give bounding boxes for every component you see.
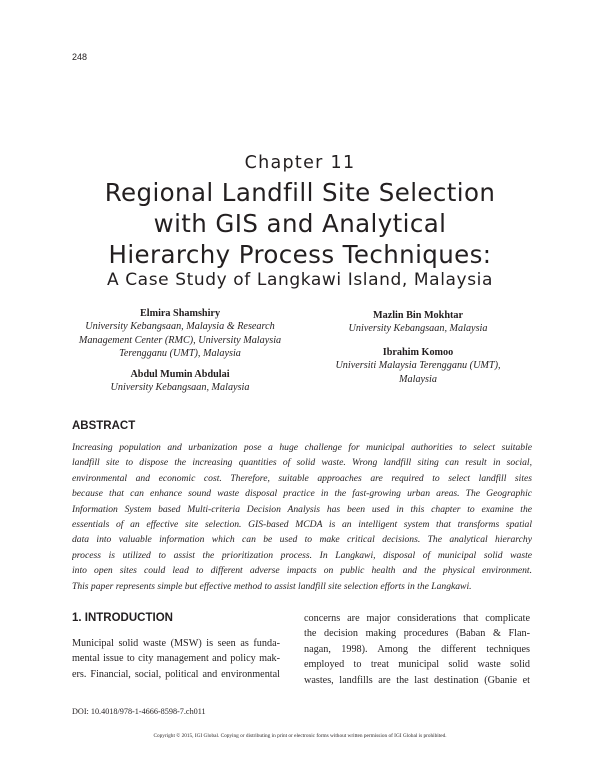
author-name: Abdul Mumin Abdulai [130,369,230,380]
author-block [62,307,298,360]
abstract-line: Increasing population and urbanization pose a huge challenge for municipal authorities to select suitable [72,442,532,453]
body-line: employed to treat municipal solid waste solid [304,659,530,671]
affiliation-line: Malaysia [399,373,437,385]
doi-text: DOI: 10.4018/978-1-4666-8598-7.ch011 [72,707,206,716]
abstract-line: This paper represents simple but effective method to assist landfill site selection efforts in the Langkawi. [72,580,472,592]
body-column-left [72,636,280,682]
abstract-line: landfill site to dispose the increasing quantities of solid waste. Wrong landfill siting can result in social, [72,457,532,469]
affiliation-line: University Kebangsaan, Malaysia [110,382,250,394]
abstract-line: data into valuable information which can be used to make critical decisions. The analytical hierarchy [72,534,532,546]
affiliation-line: Universiti Malaysia Terengganu (UMT), [335,360,501,372]
author-block [62,368,298,395]
abstract-line: because that can enhance sound waste disposal practice in the fast-growing urban areas. The Geographic [72,488,532,500]
affiliation-line: Terengganu (UMT), Malaysia [119,347,241,359]
page-number: 248 [72,52,88,62]
section-heading: 1. INTRODUCTION [72,612,173,624]
chapter-title [0,177,600,270]
abstract-line: process is utilized to assist the prioritization process. In Langkawi, disposal of municipal solid waste [72,549,532,561]
body-line: concerns are major considerations that complicate [304,613,530,624]
affiliation-line: University Kebangsaan, Malaysia [348,323,488,335]
abstract-line: Information System based Multi-criteria Decision Analysis has been used in this chapter to examine the [72,503,532,515]
author-affiliation [300,322,536,335]
author-affiliation [62,320,298,360]
author-affiliation [300,359,536,386]
abstract-line: into open sites could lead to different adverse impacts on public health and the physical environment. [72,565,532,577]
author-block [300,309,536,336]
copyright-notice: Copyright © 2015, IGI Global. Copying or distributing in print or electronic forms without written permission of IGI Global is prohibited. [153,733,447,739]
chapter-label: Chapter 11 [244,153,356,173]
author-name: Ibrahim Komoo [382,347,454,358]
body-line: Municipal solid waste (MSW) is seen as funda- [72,638,280,649]
chapter-subtitle: A Case Study of Langkawi Island, Malaysia [106,270,494,290]
chapter-title-line: with GIS and Analytical [153,209,447,238]
affiliation-line: Management Center (RMC), University Malaysia [78,334,282,346]
body-column-right [304,611,530,688]
abstract-heading: ABSTRACT [72,420,136,432]
author-affiliation [62,381,298,394]
chapter-title-line: Hierarchy Process Techniques: [108,240,492,269]
body-line: mental issue to city management and policy mak- [72,653,280,665]
chapter-title-line: Regional Landfill Site Selection [104,178,496,207]
body-line: the decision making procedures (Baban & Flan- [304,628,530,640]
body-line: nagan, 1998). Among the different techniques [304,643,530,655]
abstract-line: essentials of an effective site selection. GIS-based MCDA is an intelligent system that transforms spatial [72,519,532,531]
author-name: Mazlin Bin Mokhtar [373,310,463,321]
affiliation-line: University Kebangsaan, Malaysia & Research [85,321,275,333]
author-name: Elmira Shamshiry [139,308,221,319]
body-line: ers. Financial, social, political and environmental [72,668,280,680]
author-block [300,346,536,386]
abstract-body [72,440,532,594]
body-line: wastes, landfills are the last destination (Gbanie et [304,674,530,686]
abstract-line: environmental and economic cost. Therefore, suitable approaches are required to select landfill sites [72,472,532,484]
